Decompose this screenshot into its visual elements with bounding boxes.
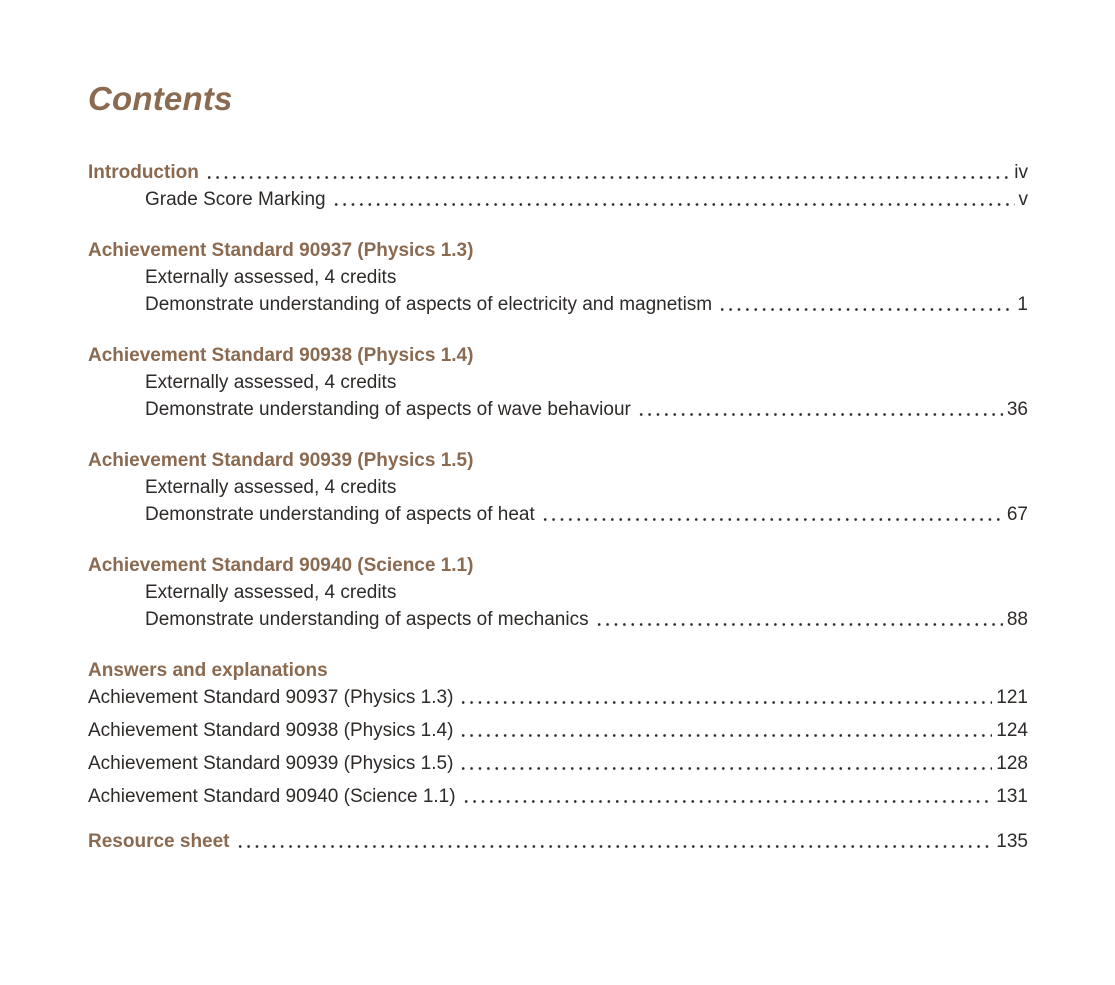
section-heading: Achievement Standard 90939 (Physics 1.5)	[88, 450, 474, 471]
section-heading: Achievement Standard 90940 (Science 1.1)	[88, 555, 474, 576]
section-heading-row	[88, 237, 1028, 264]
page-number: iv	[1014, 162, 1028, 183]
toc-entry-resource-sheet	[88, 828, 1028, 855]
description-row	[88, 291, 1028, 318]
toc-section-90939	[88, 447, 1028, 528]
page-number: 128	[996, 753, 1028, 774]
answers-entry	[88, 717, 1028, 744]
credits-row	[88, 474, 1028, 501]
page-number: 36	[1006, 399, 1028, 420]
dot-leader	[459, 701, 992, 704]
dot-leader	[236, 845, 993, 848]
credits-label: Externally assessed, 4 credits	[145, 267, 397, 288]
grade-score-marking-label: Grade Score Marking	[145, 189, 326, 210]
toc-section-90940	[88, 552, 1028, 633]
description-row	[88, 606, 1028, 633]
page-title: Contents	[88, 80, 233, 117]
section-heading-row	[88, 342, 1028, 369]
dot-leader	[637, 413, 1003, 416]
answers-entry	[88, 684, 1028, 711]
toc-section-90938	[88, 342, 1028, 423]
section-heading: Achievement Standard 90937 (Physics 1.3)	[88, 240, 474, 261]
page-number: 67	[1006, 504, 1028, 525]
answers-heading-row	[88, 657, 1028, 684]
description-label: Demonstrate understanding of aspects of electricity and magnetism	[145, 294, 713, 315]
credits-row	[88, 579, 1028, 606]
dot-leader	[718, 308, 1013, 311]
toc-entry-grade-score-marking	[88, 186, 1028, 213]
dot-leader	[541, 518, 1003, 521]
answers-entry-label: Achievement Standard 90937 (Physics 1.3)	[88, 687, 454, 708]
answers-heading: Answers and explanations	[88, 660, 328, 681]
dot-leader	[462, 800, 993, 803]
dot-leader	[459, 734, 992, 737]
dot-leader	[595, 623, 1003, 626]
resource-sheet-label: Resource sheet	[88, 831, 230, 852]
description-label: Demonstrate understanding of aspects of heat	[145, 504, 535, 525]
section-heading: Achievement Standard 90938 (Physics 1.4)	[88, 345, 474, 366]
credits-row	[88, 264, 1028, 291]
page-number: 124	[996, 720, 1028, 741]
introduction-label: Introduction	[88, 162, 199, 183]
page-number: 1	[1017, 294, 1028, 315]
credits-label: Externally assessed, 4 credits	[145, 477, 397, 498]
credits-label: Externally assessed, 4 credits	[145, 372, 397, 393]
page-number: v	[1018, 189, 1028, 210]
toc-section-90937	[88, 237, 1028, 318]
description-label: Demonstrate understanding of aspects of wave behaviour	[145, 399, 631, 420]
description-row	[88, 396, 1028, 423]
credits-label: Externally assessed, 4 credits	[145, 582, 397, 603]
dot-leader	[459, 767, 992, 770]
answers-entry-label: Achievement Standard 90940 (Science 1.1)	[88, 786, 456, 807]
toc-entry-introduction	[88, 159, 1028, 186]
toc-answers-section	[88, 657, 1028, 810]
credits-row	[88, 369, 1028, 396]
dot-leader	[205, 176, 1010, 179]
description-row	[88, 501, 1028, 528]
answers-entry-label: Achievement Standard 90939 (Physics 1.5)	[88, 753, 454, 774]
description-label: Demonstrate understanding of aspects of mechanics	[145, 609, 589, 630]
page-number: 88	[1006, 609, 1028, 630]
answers-entry	[88, 750, 1028, 777]
section-heading-row	[88, 552, 1028, 579]
page-number: 135	[996, 831, 1028, 852]
dot-leader	[332, 203, 1015, 206]
section-heading-row	[88, 447, 1028, 474]
answers-entry	[88, 783, 1028, 810]
page-number: 131	[996, 786, 1028, 807]
answers-entry-label: Achievement Standard 90938 (Physics 1.4)	[88, 720, 454, 741]
page-number: 121	[996, 687, 1028, 708]
